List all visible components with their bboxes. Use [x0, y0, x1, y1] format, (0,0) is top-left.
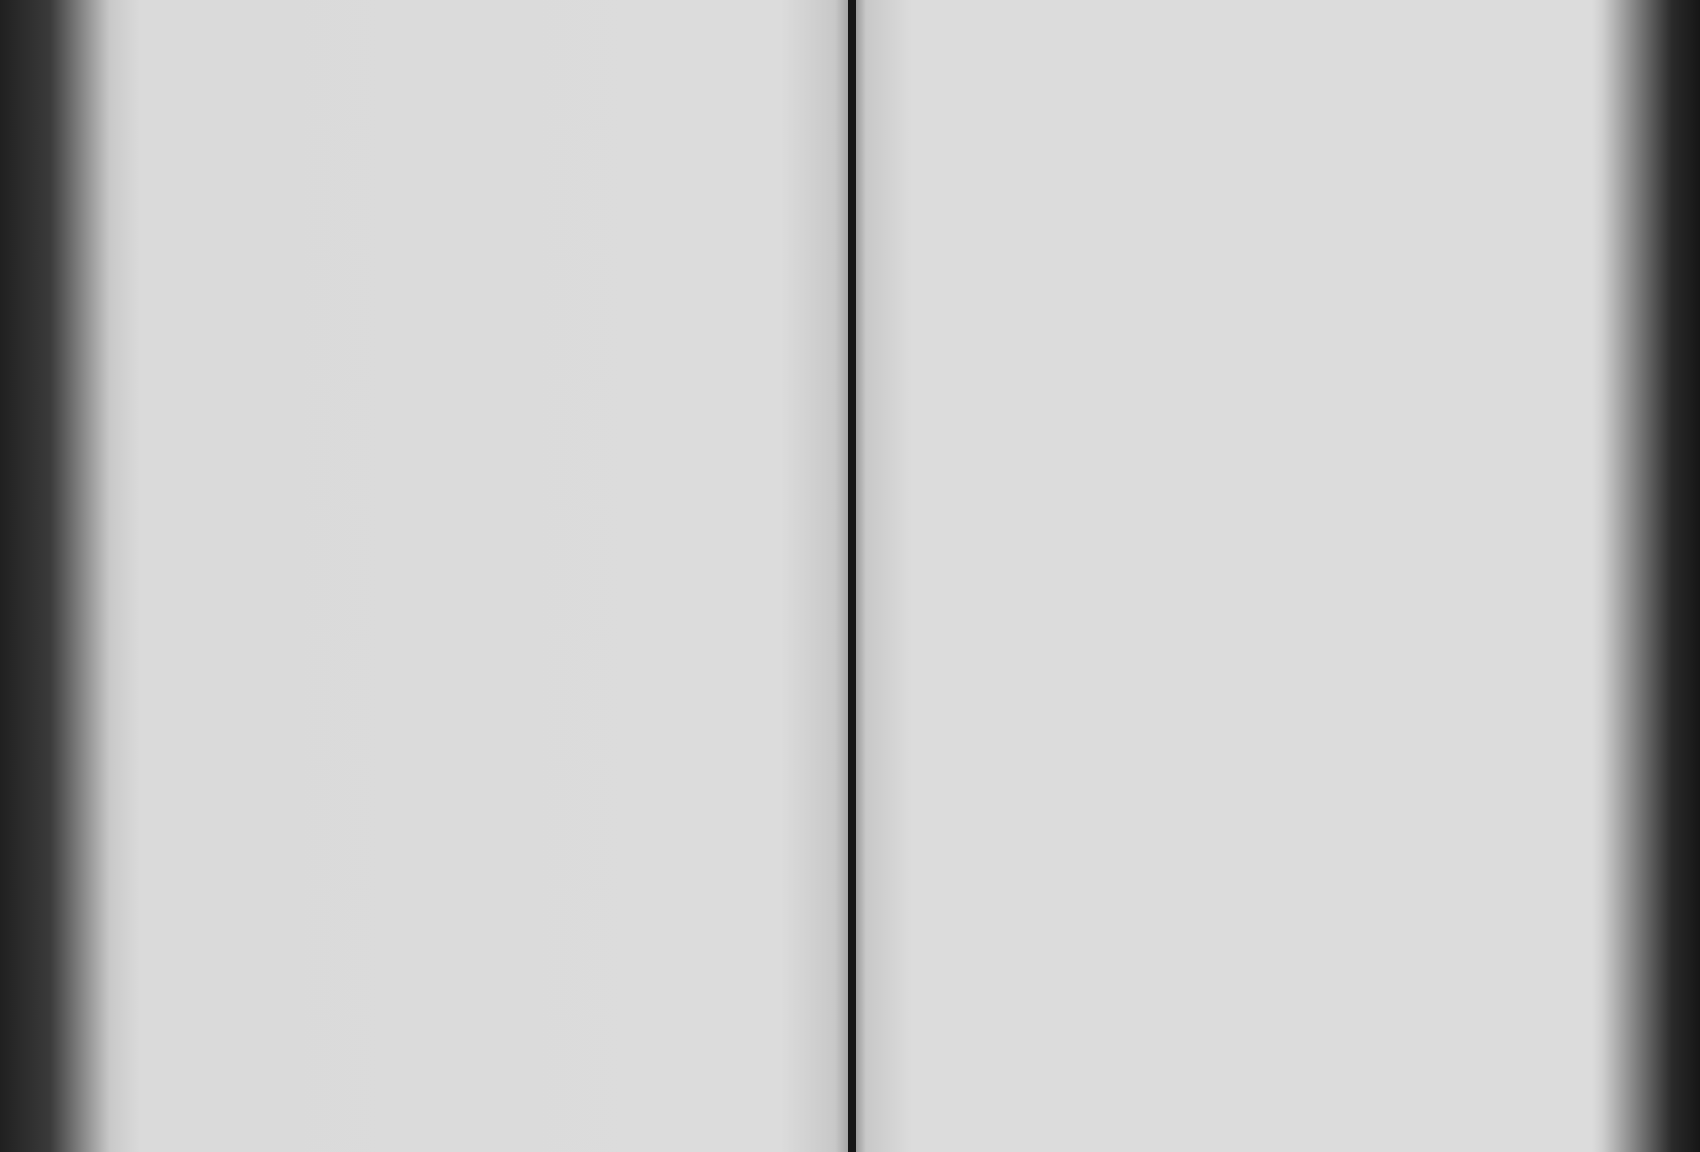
- right-page: [852, 0, 1700, 1152]
- book-gutter: [848, 0, 856, 1152]
